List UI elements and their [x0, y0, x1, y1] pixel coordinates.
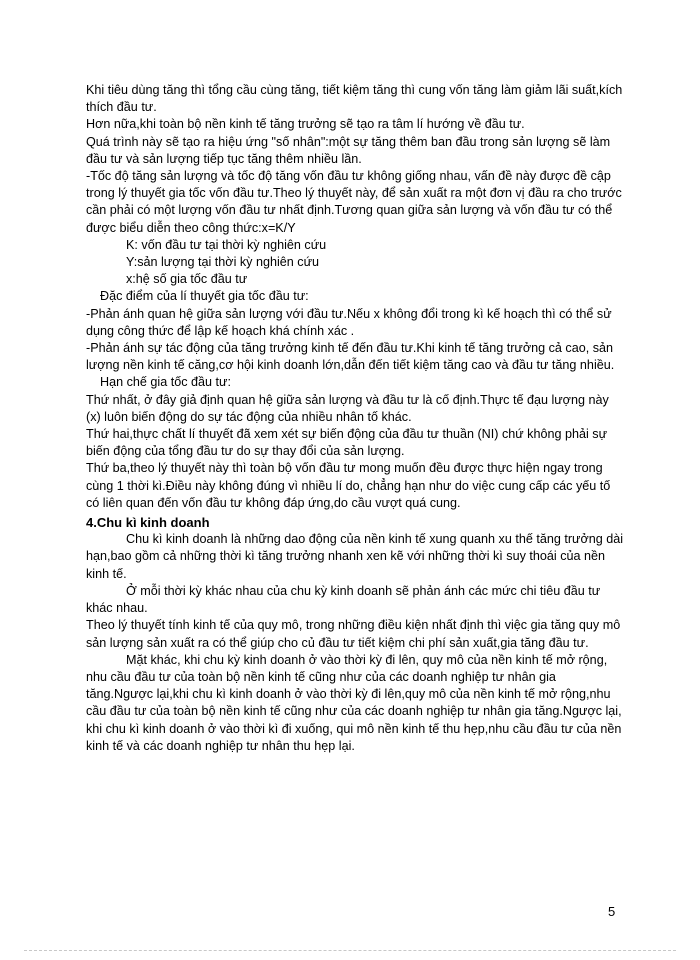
paragraph: -Phản ánh quan hệ giữa sản lượng với đầu tư.Nếu x không đổi trong kì kế hoạch thì có thể sử dụng công thức để lập kế hoạch khá chính xác . — [86, 306, 612, 338]
paragraph: Mặt khác, khi chu kỳ kinh doanh ở vào thời kỳ đi lên, quy mô của nền kinh tế mở rộng, nhu cầu đầu tư của toàn bộ nền kinh tế cũng như của các doanh nghiệp tư nhân gia tăng.Ngược lại,khi chu kì kinh doanh ở vào thời kỳ đi lên,quy mô của nền kinh tế mở rộng,nhu cầu đầu tư của toàn bộ nền kinh tế cũng như của các doanh nghiệp tư nhân gia tăng.Ngược lại, khi chu kì kinh doanh ở vào thời kì đi xuống, qui mô nền kinh tế thu hẹp,nhu cầu đầu tư của nền kinh tế và các doanh nghiệp tư nhân thu hẹp lại. — [86, 652, 622, 753]
paragraph: -Tốc độ tăng sản lượng và tốc độ tăng vốn đầu tư không giống nhau, vấn đề này được đề cập trong lý thuyết gia tốc vốn đầu tư.Theo lý thuyết này, để sản xuất ra một đơn vị đầu ra cho trước cần phải có một lượng vốn đầu tư nhất định.Tương quan giữa sản lượng và vốn đầu tư có thể được biểu diễn theo công thức:x=K/Y — [86, 169, 622, 235]
formula-legend-k: K: vốn đầu tư tại thời kỳ nghiên cứu — [126, 237, 327, 252]
formula-legend-x: x:hệ số gia tốc đầu tư — [126, 272, 248, 287]
paragraph: Thứ ba,theo lý thuyết này thì toàn bộ vốn đầu tư mong muốn đều được thực hiện ngay trong cùng 1 thời kì.Điều này không đúng vì nhiều lí do, chẳng hạn như do việc cung cấp các yếu tố có liên quan đến vốn đầu tư không đáp ứng,do cầu vượt quá cung. — [86, 461, 611, 510]
formula-legend-y: Y:sản lượng tại thời kỳ nghiên cứu — [126, 255, 320, 270]
page-bottom-divider — [24, 950, 676, 951]
paragraph: Thứ hai,thực chất lí thuyết đã xem xét sự biến động của đầu tư thuần (NI) chứ không phải sự biến động của tổng đầu tư do sự thay đổi của sản lượng. — [86, 427, 608, 459]
paragraph: -Phản ánh sự tác động của tăng trưởng kinh tế đến đầu tư.Khi kinh tế tăng trưởng cả cao, sản lượng nền kinh tế căng,cơ hội kinh doanh lớn,dẫn đến tiết kiệm tăng cao và đầu tư tăng nhiều. — [86, 341, 615, 373]
paragraph: Ở mỗi thời kỳ khác nhau của chu kỳ kinh doanh sẽ phản ánh các mức chi tiêu đầu tư khác nhau. — [86, 583, 601, 616]
paragraph: Thứ nhất, ở đây giả định quan hệ giữa sản lượng và đầu tư là cố định.Thực tế đạu lượng này (x) luôn biến động do sự tác động của nhiều nhân tố khác. — [86, 392, 609, 424]
subheading: Hạn chế gia tốc đầu tư: — [100, 375, 231, 390]
page-number: 5 — [608, 904, 616, 919]
paragraph: Chu kì kinh doanh là những dao động của nền kinh tế xung quanh xu thế tăng trưởng dài hạn,bao gồm cả những thời kì tăng trưởng nhanh xen kẽ với những thời kì suy thoái của nền kinh tế. — [86, 532, 624, 581]
paragraph: Quá trình này sẽ tạo ra hiệu ứng "số nhân":một sự tăng thêm ban đầu trong sản lượng sẽ làm đầu tư và sản lượng tiếp tục tăng thêm nhiều lần. — [86, 134, 611, 166]
page-body — [86, 82, 626, 755]
paragraph: Theo lý thuyết tính kinh tế của quy mô, trong những điều kiện nhất định thì việc gia tăng quy mô sản lượng sản xuất ra có thể giúp cho củ đầu tư tiết kiệm chi phí sản xuất,gia tăng đầu tư. — [86, 618, 621, 650]
subheading: Đặc điểm của lí thuyết gia tốc đầu tư: — [100, 289, 309, 304]
paragraph: Hơn nữa,khi toàn bộ nền kinh tế tăng trưởng sẽ tạo ra tâm lí hướng về đầu tư. — [86, 117, 525, 132]
section-heading: 4.Chu kì kinh doanh — [86, 515, 210, 531]
paragraph: Khi tiêu dùng tăng thì tổng cầu cùng tăng, tiết kiệm tăng thì cung vốn tăng làm giảm lãi suất,kích thích đầu tư. — [86, 83, 623, 115]
